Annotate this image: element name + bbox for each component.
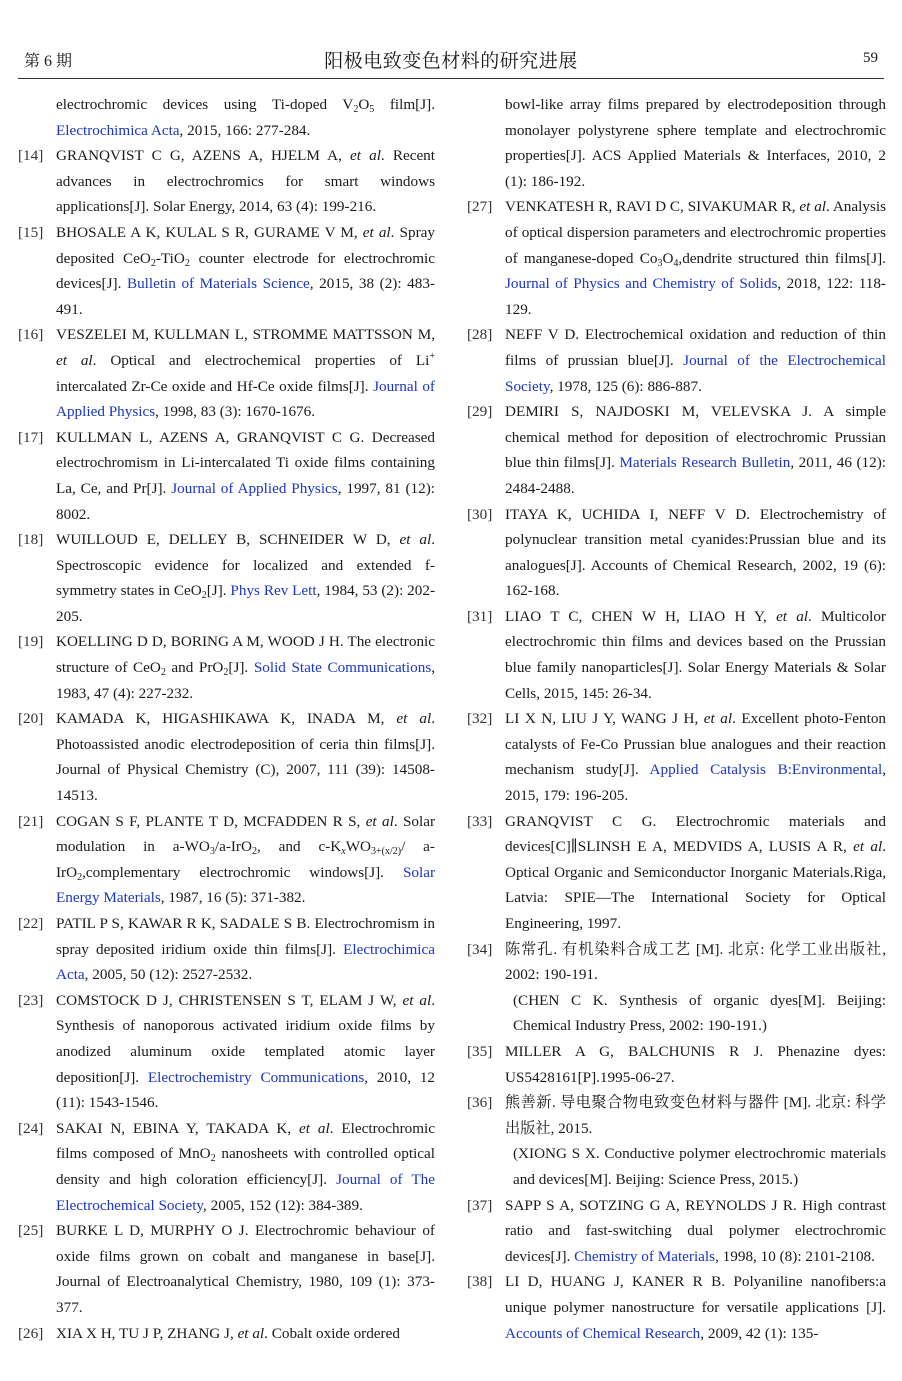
ref-number: [19] — [18, 633, 44, 651]
journal-link[interactable]: Electrochemistry Communications — [147, 1068, 365, 1086]
ref-number: [17] — [18, 428, 44, 446]
header-rule — [18, 78, 884, 79]
journal-link[interactable]: Electrochimica Acta — [56, 121, 180, 139]
reference-35: [35] MILLER A G, BALCHUNIS R J. Phenazine dyes: US5428161[P].1995-06-27. — [467, 1039, 886, 1090]
journal-link[interactable]: Journal of Applied Physics — [171, 479, 338, 497]
reference-26: [26] XIA X H, TU J P, ZHANG J, et al. Cobalt oxide ordered — [18, 1321, 435, 1347]
ref-number: [28] — [467, 326, 493, 344]
journal-link[interactable]: Solar Energy Materials — [56, 863, 435, 907]
reference-34: [34] 陈常孔. 有机染料合成工艺 [M]. 北京: 化学工业出版社, 2002: 190-191. — [467, 937, 886, 988]
journal-link[interactable]: Phys Rev Lett — [230, 582, 317, 600]
left-column — [18, 92, 435, 1346]
reference-18: [18] WUILLOUD E, DELLEY B, SCHNEIDER W D, et al. Spectroscopic evidence for localized and extended f-symmetry states in CeO$_2$[J]. Phys Rev Lett, 1984, 53 (2): 202-205. — [18, 527, 435, 629]
reference-20: [20] KAMADA K, HIGASHIKAWA K, INADA M, et al. Photoassisted anodic electrodeposition of ceria thin films[J]. Journal of Physical Chemistry (C), 2007, 111 (39): 14508-14513. — [18, 706, 435, 808]
journal-link[interactable]: Journal of Physics and Chemistry of Solids — [505, 275, 778, 293]
journal-link[interactable]: Chemistry of Materials — [574, 1247, 716, 1265]
reference-33: [33] GRANQVIST C G. Electrochromic materials and devices[C]∥SLINSH E A, MEDVIDS A, LUSIS A R, et al. Optical Organic and Semiconductor Inorganic Materials.Riga, Latvia: SPIE—The International Society for Optical Engineering, 1997. — [467, 809, 886, 937]
reference-38: [38] LI D, HUANG J, KANER R B. Polyaniline nanofibers:a unique polymer nanostructure for versatile applications [J]. Accounts of Chemical Research, 2009, 42 (1): 135- — [467, 1269, 886, 1346]
journal-link[interactable]: Bulletin of Materials Science — [126, 275, 310, 293]
ref-number: [24] — [18, 1119, 44, 1137]
ref-number: [36] — [467, 1094, 493, 1112]
reference-36: [36] 熊善新. 导电聚合物电致变色材料与器件 [M]. 北京: 科学出版社, 2015. — [467, 1090, 886, 1141]
reference-17: [17] KULLMAN L, AZENS A, GRANQVIST C G. Decreased electrochromism in Li-intercalated Ti oxide films containing La, Ce, and Pr[J]. Journal of Applied Physics, 1997, 81 (12): 8002. — [18, 425, 435, 527]
ref-number: [15] — [18, 223, 44, 241]
ref-number: [34] — [467, 940, 493, 958]
ref-number: [30] — [467, 505, 493, 523]
issue-number: 第 6 期 — [24, 53, 73, 70]
ref-13-continuation: electrochromic devices using Ti-doped $V_2O_5$ film[J]. Electrochimica Acta, 2015, 166: 277-284. — [56, 96, 435, 139]
reference-30: [30] ITAYA K, UCHIDA I, NEFF V D. Electrochemistry of polynuclear transition metal cyanides:Prussian blue and its analogues[J]. Accounts of Chemical Research, 2002, 19 (6): 162-168. — [467, 502, 886, 604]
page-number: 59 — [863, 50, 878, 66]
journal-link[interactable]: Journal of The Electrochemical Society — [56, 1170, 435, 1214]
ref-number: [27] — [467, 198, 493, 216]
ref-number: [26] — [18, 1324, 44, 1342]
journal-link[interactable]: Materials Research Bulletin — [619, 454, 791, 472]
ref-number: [22] — [18, 915, 44, 932]
reference-21: [21] COGAN S F, PLANTE T D, MCFADDEN R S, et al. Solar modulation in $a-WO_3/a-IrO_2$, and $c-K_xWO_{3+(x/2)}/$ a- IrO$_2$,complementary electrochromic windows[J]. Solar Energy Materials, 1987, 16 (5): 371-382. — [18, 809, 435, 911]
reference-37: [37] SAPP S A, SOTZING G A, REYNOLDS J R. High contrast ratio and fast-switching dual polymer electrochromic devices[J]. Chemistry of Materials, 1998, 10 (8): 2101-2108. — [467, 1193, 886, 1270]
reference-34-translation: (CHEN C K. Synthesis of organic dyes[M]. Beijing: Chemical Industry Press, 2002: 190-191.) — [513, 991, 886, 1035]
ref-number: [21] — [18, 812, 44, 830]
reference-27: [27] VENKATESH R, RAVI D C, SIVAKUMAR R, et al. Analysis of optical dispersion parameters and electrochromic properties of manganese-doped $Co_3O_4,dendrite$ structured thin films[J]. Journal of Physics and Chemistry of Solids, 2018, 122: 118-129. — [467, 194, 886, 322]
journal-link[interactable]: Accounts of Chemical Research — [505, 1324, 701, 1342]
reference-23: [23] COMSTOCK D J, CHRISTENSEN S T, ELAM J W, et al. Synthesis of nanoporous activated iridium oxide films by anodized aluminum oxide templated atomic layer deposition[J]. Electrochemistry Communications, 2010, 12 (11): 1543-1546. — [18, 988, 435, 1116]
ref-number: [23] — [18, 991, 44, 1009]
reference-22: [22] PATIL P S, KAWAR R K, SADALE S B. Electrochromism in spray deposited iridium oxide thin films[J]. Electrochimica Acta, 2005, 50 (12): 2527-2532. — [18, 911, 435, 988]
journal-link[interactable]: Solid State Communications — [253, 659, 432, 677]
reference-19: [19] KOELLING D D, BORING A M, WOOD J H. The electronic structure of CeO$_2$ and PrO$_2$[J]. Solid State Communications, 1983, 47 (4): 227-232. — [18, 629, 435, 706]
ref-number: [16] — [18, 326, 44, 344]
ref-number: [38] — [467, 1273, 493, 1291]
ref-number: [35] — [467, 1042, 493, 1060]
ref-number: [33] — [467, 812, 493, 830]
reference-15: [15] BHOSALE A K, KULAL S R, GURAME V M, et al. Spray deposited CeO$_2$-TiO$_2$ counter electrode for electrochromic devices[J]. Bulletin of Materials Science, 2015, 38 (2): 483-491. — [18, 220, 435, 322]
ref-26-continuation: bowl-like array films prepared by electrodeposition through monolayer polystyrene sphere template and electrochromic properties[J]. ACS Applied Materials & Interfaces, 2010, 2 (1): 186-192. — [505, 96, 886, 190]
journal-link[interactable]: Journal of the Electrochemical Society — [505, 351, 886, 395]
running-title: 阳极电致变色材料的研究进展 — [324, 51, 578, 72]
journal-link[interactable]: Electrochimica Acta — [56, 940, 435, 984]
ref-number: [20] — [18, 710, 44, 728]
journal-link[interactable]: Applied Catalysis B:Environmental — [649, 761, 883, 779]
ref-number: [29] — [467, 403, 493, 421]
ref-number: [32] — [467, 710, 493, 728]
ref-number: [25] — [18, 1222, 44, 1240]
reference-28: [28] NEFF V D. Electrochemical oxidation and reduction of thin films of prussian blue[J]. Journal of the Electrochemical Society, 1978, 125 (6): 886-887. — [467, 322, 886, 399]
page-header — [0, 0, 902, 78]
reference-32: [32] LI X N, LIU J Y, WANG J H, et al. Excellent photo-Fenton catalysts of Fe-Co Prussian blue analogues and their reaction mechanism study[J]. Applied Catalysis B:Environmental, 2015, 179: 196-205. — [467, 706, 886, 808]
reference-16: [16] VESZELEI M, KULLMAN L, STROMME MATTSSON M, et al. Optical and electrochemical properties of Li+ intercalated Zr-Ce oxide and Hf-Ce oxide films[J]. Journal of Applied Physics, 1998, 83 (3): 1670-1676. — [18, 322, 435, 424]
right-column — [467, 92, 886, 1346]
ref-number: [14] — [18, 147, 44, 165]
journal-link[interactable]: Journal of Applied Physics — [56, 377, 435, 421]
ref-number: [31] — [467, 607, 493, 625]
ref-number: [37] — [467, 1196, 493, 1214]
reference-14: [14] GRANQVIST C G, AZENS A, HJELM A, et al. Recent advances in electrochromics for smart windows applications[J]. Solar Energy, 2014, 63 (4): 199-216. — [18, 143, 435, 220]
reference-31: [31] LIAO T C, CHEN W H, LIAO H Y, et al. Multicolor electrochromic thin films and devices based on the Prussian blue family nanoparticles[J]. Solar Energy Materials & Solar Cells, 2015, 145: 26-34. — [467, 604, 886, 706]
reference-24: [24] SAKAI N, EBINA Y, TAKADA K, et al. Electrochromic films composed of MnO$_2$ nanosheets with controlled optical density and high coloration efficiency[J]. Journal of The Electrochemical Society, 2005, 152 (12): 384-389. — [18, 1116, 435, 1218]
reference-36-translation: (XIONG S X. Conductive polymer electrochromic materials and devices[M]. Beijing: Science Press, 2015.) — [513, 1145, 886, 1188]
reference-29: [29] DEMIRI S, NAJDOSKI M, VELEVSKA J. A simple chemical method for deposition of electrochromic Prussian blue thin films[J]. Materials Research Bulletin, 2011, 46 (12): 2484-2488. — [467, 399, 886, 501]
reference-25: [25] BURKE L D, MURPHY O J. Electrochromic behaviour of oxide films grown on cobalt and manganese in base[J]. Journal of Electroanalytical Chemistry, 1980, 109 (1): 373-377. — [18, 1218, 435, 1320]
ref-number: [18] — [18, 531, 44, 549]
